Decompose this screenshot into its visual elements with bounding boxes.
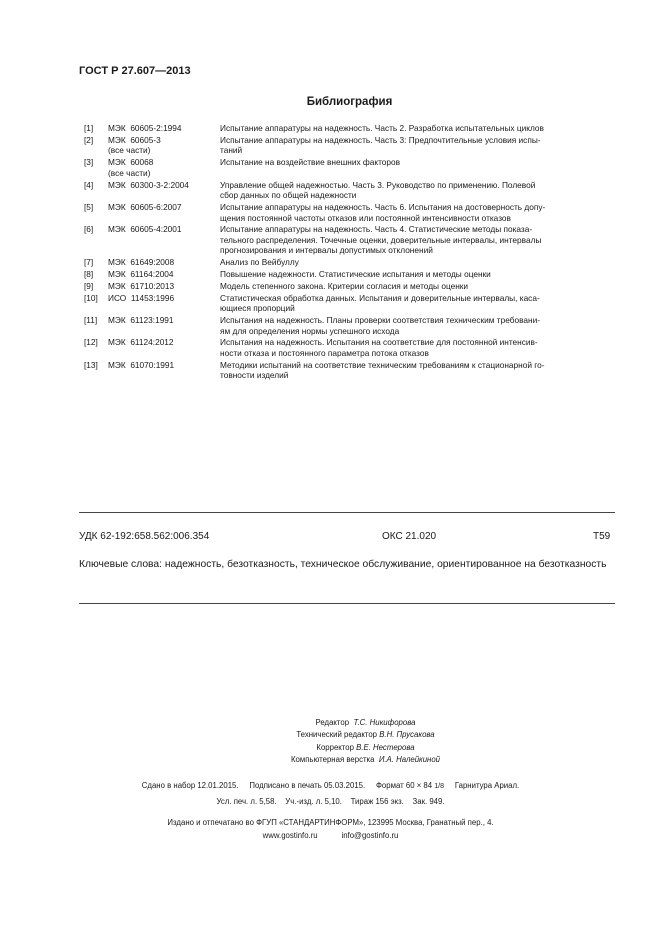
entry-standard: МЭК 60605-2:1994	[108, 123, 182, 133]
entry-title-line: Испытания на надежность. Планы проверки соответствия техническим требовани-	[220, 314, 541, 325]
entry-standard: МЭК 60068 (все части)	[108, 157, 154, 178]
entry-title-line: ям для определения нормы успешного исхода	[220, 325, 400, 336]
publisher-line: Издано и отпечатано во ФГУП «СТАНДАРТИНФОРМ», 123995 Москва, Гранатный пер., 4.	[167, 818, 494, 827]
publication-line-2: Усл. печ. л. 5,58. Уч.-изд. л. 5,10. Тираж 156 экз. Зак. 949.	[216, 797, 445, 806]
format-fraction: 1/8	[434, 783, 444, 790]
entry-title-line: ности отказа и постоянного параметра потока отказов	[220, 347, 429, 358]
bibliography-entry	[84, 180, 611, 201]
credit-editor: Редактор Т.С. Никифорова	[315, 718, 416, 727]
entry-standard: МЭК 60605-4:2001	[108, 224, 182, 235]
bibliography-entry	[84, 257, 611, 268]
entry-standard: МЭК 61124:2012	[108, 337, 174, 348]
entry-title-line: Повышение надежности. Статистические испытания и методы оценки	[220, 269, 491, 280]
bibliography-entry	[84, 315, 611, 336]
entry-title-line: Модель степенного закона. Критерии согласия и методы оценки	[220, 280, 469, 291]
entry-title-line: Испытание аппаратуры на надежность. Часть 3: Предпочтительные условия испы-	[220, 134, 541, 145]
bibliography-entry	[84, 157, 611, 178]
entry-title-line: Методики испытаний на соответствие техническим требованиям к стационарной го-	[220, 359, 545, 370]
entry-title-line: Испытание аппаратуры на надежность. Часть 6. Испытания на достоверность допу-	[220, 201, 546, 212]
credit-layout: Компьютерная верстка И.А. Налейкиной	[290, 755, 441, 765]
bibliography-entry	[84, 269, 611, 280]
entry-title	[220, 337, 611, 358]
entry-number: [8]	[84, 269, 94, 280]
bibliography-entry	[84, 293, 611, 314]
entry-title-line: Испытание аппаратуры на надежность. Часть 4. Статистические методы показа-	[220, 224, 533, 235]
entry-title-line: Испытания на надежность. Испытания на соответствие для постоянной интенсив-	[220, 337, 538, 348]
entry-number: [2]	[84, 134, 94, 145]
entry-title	[220, 180, 611, 201]
entry-title	[220, 224, 611, 256]
entry-title-line: Статистическая обработка данных. Испытания и доверительные интервалы, каса-	[220, 292, 540, 303]
credit-tech-editor: Технический редактор В.Н. Прусакова	[296, 730, 435, 740]
publisher-contacts	[0, 831, 661, 840]
entry-number: [9]	[84, 280, 94, 291]
entry-number: [10]	[84, 292, 98, 303]
credit-corrector: Корректор В.Е. Нестерова	[316, 742, 415, 752]
entry-title	[220, 123, 611, 134]
document-code: ГОСТ Р 27.607—2013	[79, 65, 191, 77]
publication-line-1: Сдано в набор 12.01.2015. Подписано в печать 05.03.2015. Формат 60 × 84 1/8 Гарнитура Ариал.	[141, 781, 520, 790]
bibliography-entry	[84, 224, 611, 256]
bibliography-entry	[84, 123, 611, 134]
entry-standard: МЭК 60605-3 (все части)	[108, 134, 161, 156]
entry-number: [7]	[84, 257, 94, 268]
entry-standard: ИСО 11453:1996	[108, 292, 175, 303]
bibliography-entry	[84, 281, 611, 292]
website-link[interactable]: www.gostinfo.ru	[262, 831, 318, 840]
separator-top	[79, 512, 615, 513]
entry-title-line: тельного распределения. Точечные оценки, доверительные интервалы, интервалы	[220, 234, 542, 245]
entry-title-line: Управление общей надежностью. Часть 3. Руководство по применению. Полевой	[220, 179, 536, 190]
bibliography-list	[84, 123, 611, 382]
entry-title	[220, 360, 611, 381]
entry-title-line: Анализ по Вейбуллу	[220, 257, 299, 268]
entry-title-line: прогнозирования и интервалы допустимых отклонений	[220, 245, 433, 256]
entry-number: [13]	[84, 359, 98, 370]
oks-code: ОКС 21.020	[382, 531, 437, 542]
entry-title-line: щения постоянной частоты отказов или постоянной интенсивности отказов	[220, 212, 511, 223]
entry-title-line: Испытание на воздействие внешних факторов	[220, 157, 401, 168]
entry-title-line: сбор данных по общей надежности	[220, 190, 357, 201]
entry-number: [3]	[84, 157, 94, 168]
entry-number: [1]	[84, 123, 94, 133]
bibliography-entry	[84, 360, 611, 381]
entry-number: [12]	[84, 337, 98, 348]
bibliography-entry	[84, 135, 611, 156]
entry-title-line: ющиеся пропорций	[220, 303, 295, 314]
entry-number: [4]	[84, 179, 94, 190]
entry-standard: МЭК 61123:1991	[108, 314, 174, 325]
entry-standard: МЭК 60605-6:2007	[108, 201, 182, 212]
entry-title	[220, 157, 611, 178]
entry-number: [5]	[84, 201, 94, 212]
entry-title-line: товности изделий	[220, 370, 289, 381]
entry-title	[220, 257, 611, 268]
entry-standard: МЭК 61649:2008	[108, 257, 175, 268]
udk-code: УДК 62-192:658.562:006.354	[79, 531, 210, 542]
email-link[interactable]: info@gostinfo.ru	[341, 831, 399, 840]
entry-number: [6]	[84, 224, 94, 235]
entry-title	[220, 135, 611, 156]
credits-block	[0, 717, 661, 767]
keywords: Ключевые слова: надежность, безотказность, техническое обслуживание, ориентированное на безотказность	[79, 559, 607, 570]
bibliography-entry	[84, 337, 611, 358]
entry-title	[220, 202, 611, 223]
bibliography-title: Библиография	[306, 96, 393, 108]
bibliography-entry	[84, 202, 611, 223]
entry-title-line: Испытание аппаратуры на надежность. Часть 2. Разработка испытательных циклов	[220, 123, 544, 133]
entry-standard: МЭК 61164:2004	[108, 269, 174, 280]
entry-title	[220, 269, 611, 280]
entry-title	[220, 315, 611, 336]
group-code: Т59	[593, 531, 611, 542]
entry-standard: МЭК 61070:1991	[108, 359, 175, 370]
entry-standard: МЭК 61710:2013	[108, 280, 175, 291]
entry-title-line: таний	[220, 145, 243, 156]
entry-number: [11]	[84, 314, 98, 325]
entry-standard: МЭК 60300-3-2:2004	[108, 179, 189, 190]
separator-bottom	[79, 603, 615, 604]
entry-title	[220, 281, 611, 292]
entry-title	[220, 293, 611, 314]
